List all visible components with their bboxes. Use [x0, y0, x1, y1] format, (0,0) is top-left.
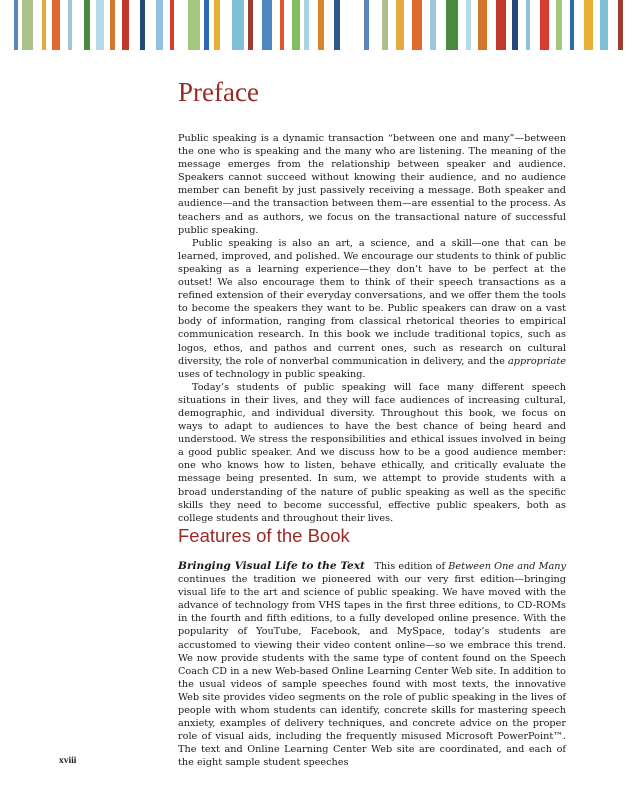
color-stripe: [430, 0, 436, 50]
color-stripe: [350, 0, 358, 50]
color-stripe: [52, 0, 60, 50]
preface-intro: [178, 132, 566, 525]
color-stripe: [292, 0, 300, 50]
color-stripe: [364, 0, 369, 50]
color-stripe: [14, 0, 18, 50]
color-stripe: [540, 0, 549, 50]
color-stripe: [556, 0, 562, 50]
paragraph-1: Public speaking is a dynamic transaction “between one and many”—between the one who is speaking and the many who are listening. The meaning of the message emerges from the relationship between speaker and audience. Speakers cannot succeed without knowing their audience, and no audience member can benefit by just passively receiving a message. Both speaker and audience—and the transaction between them—are essential to the process. As teachers and as authors, we focus on the transactional nature of successful public speaking.: [178, 133, 566, 236]
color-stripe: [382, 0, 388, 50]
color-stripe: [618, 0, 623, 50]
color-stripe: [188, 0, 200, 50]
color-stripe: [262, 0, 272, 50]
paragraph-2: Public speaking is also an art, a science, and a skill—one that can be learned, improved, and polished. We encourage our students to think of public speaking as a learning experience—they don’t have to be perfect at the outset! We also encourage them to think of their speech transactions as a refined extension of their everyday conversations, and we offer them the tools to become the speakers they want to be. Public speakers can draw on a vast body of information, ranging from classical rhetorical theories to empirical communication research. In this book we include traditional topics, such as logos, ethos, and pathos and current ones, such as research on cultural diversity, the role of nonverbal communication in delivery, and the appropriate uses of technology in public speaking.: [178, 237, 566, 380]
paragraph-features: Bringing Visual Life to the Text This edition of Between One and Many continues the tradition we pioneered with our very first edition—bringing visual life to the art and science of public speaking. We have moved with the advance of technology from VHS tapes in the first three editions, to CD-ROMs in the fourth and fifth editions, to a fully developed online presence. With the popularity of YouTube, Facebook, and MySpace, today’s students are accustomed to viewing their video content online—so we embrace this trend. We now provide students with the same type of content found on the Speech Coach CD in a new Web-based Online Learning Center Web site. In addition to the usual videos of sample speeches found with most texts, the innovative Web site provides video segments on the role of public speaking in the lives of people with whom students can identify, concrete skills for mastering speech anxiety, examples of delivery techniques, and concrete advice on the proper role of visual aids, including the frequently misused Microsoft PowerPoint™. The text and Online Learning Center Web site are coordinated, and each of the eight sample student speeches: [178, 560, 566, 769]
color-stripe: [110, 0, 115, 50]
color-stripe: [248, 0, 253, 50]
color-stripe: [318, 0, 324, 50]
color-stripe: [140, 0, 145, 50]
color-stripe: [204, 0, 209, 50]
color-stripe: [84, 0, 90, 50]
color-stripe: [446, 0, 458, 50]
color-stripe: [334, 0, 340, 50]
color-stripe: [496, 0, 506, 50]
section-heading: Features of the Book: [178, 525, 350, 546]
color-stripe: [68, 0, 72, 50]
color-stripe: [280, 0, 284, 50]
color-stripe: [396, 0, 404, 50]
decorative-color-stripes: [0, 0, 633, 50]
color-stripe: [0, 0, 14, 50]
color-stripe: [584, 0, 593, 50]
color-stripe: [526, 0, 530, 50]
color-stripe: [466, 0, 471, 50]
color-stripe: [478, 0, 487, 50]
page-number: xviii: [59, 756, 77, 766]
color-stripe: [42, 0, 46, 50]
color-stripe: [512, 0, 518, 50]
features-section: [178, 560, 566, 770]
color-stripe: [570, 0, 574, 50]
color-stripe: [22, 0, 33, 50]
color-stripe: [304, 0, 309, 50]
color-stripe: [412, 0, 422, 50]
color-stripe: [170, 0, 174, 50]
book-title: Between One and Many: [448, 561, 566, 572]
run-in-heading: Bringing Visual Life to the Text: [178, 560, 365, 572]
color-stripe: [214, 0, 220, 50]
color-stripe: [600, 0, 608, 50]
color-stripe: [232, 0, 244, 50]
color-stripe: [96, 0, 104, 50]
paragraph-3: Today’s students of public speaking will face many different speech situations in their lives, and they will face audiences of increasing cultural, demographic, and individual diversity. Throughout this book, we focus on ways to adapt to audiences to have the best chance of being heard and understood. We stress the responsibilities and ethical issues involved in being a good public speaker. And we discuss how to be a good audience member: one who knows how to listen, behave ethically, and critically evaluate the message being presented. In sum, we attempt to provide students with a broad understanding of the nature of public speaking as well as the specific skills they need to become successful, effective public speakers, both as college students and throughout their lives.: [178, 381, 566, 524]
color-stripe: [122, 0, 129, 50]
color-stripe: [156, 0, 163, 50]
page-title: Preface: [178, 77, 259, 107]
